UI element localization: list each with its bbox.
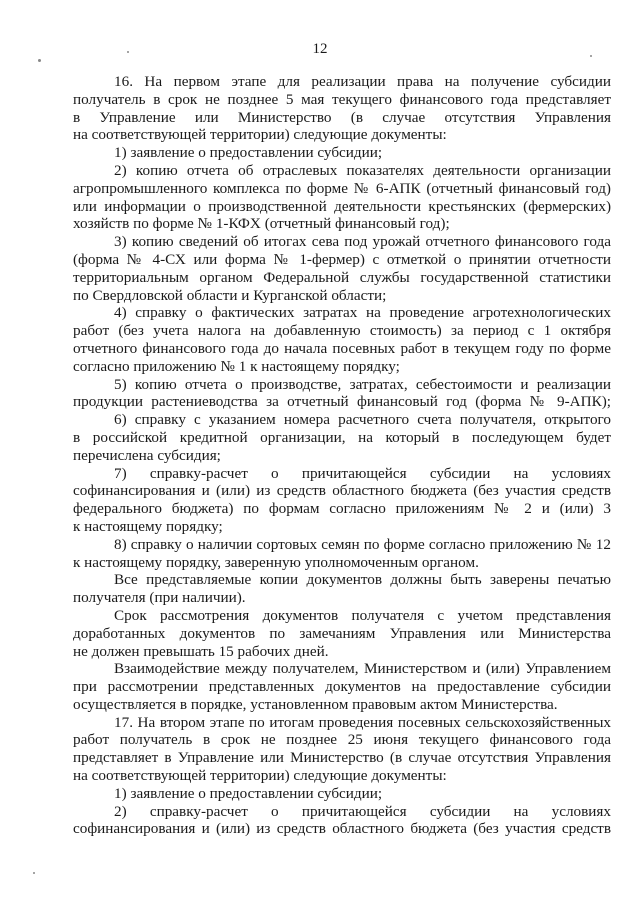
scan-speck bbox=[590, 55, 592, 57]
text-line: по Свердловской области и Курганской области; bbox=[73, 286, 387, 304]
text-line: федерального бюджета) по формам согласно приложениям № 2 и (или) 3 bbox=[73, 500, 611, 518]
text-line: при рассмотрении представленных документов на предоставление субсидии bbox=[73, 678, 611, 696]
text-line: получателя (при наличии). bbox=[73, 589, 246, 607]
text-line: к настоящему порядку; bbox=[73, 517, 223, 535]
text-line: софинансирования и (или) из средств областного бюджета (без участия средств bbox=[73, 820, 611, 838]
text-line: продукции растениеводства за отчетный финансовый год (форма № 9-АПК); bbox=[73, 393, 611, 411]
text-line: Срок рассмотрения документов получателя с учетом представления bbox=[114, 606, 611, 624]
text-line: отчетного финансового года до начала посевных работ в текущем году по форме bbox=[73, 339, 611, 357]
page-number: 12 bbox=[312, 41, 328, 57]
text-line: софинансирования и (или) из средств областного бюджета (без участия средств bbox=[73, 482, 611, 500]
text-line: согласно приложению № 1 к настоящему порядку; bbox=[73, 357, 400, 375]
text-line: хозяйств по форме № 1-КФХ (отчетный финансовый год); bbox=[73, 215, 450, 233]
text-line: 8) справку о наличии сортовых семян по форме согласно приложению № 12 bbox=[114, 535, 611, 553]
scan-speck bbox=[33, 872, 35, 874]
text-line: или информации о производственной деятельности крестьянских (фермерских) bbox=[73, 197, 611, 215]
text-line: 4) справку о фактических затратах на проведение агротехнологических bbox=[114, 304, 611, 322]
text-line: 1) заявление о предоставлении субсидии; bbox=[114, 784, 383, 802]
text-line: на соответствующей территории) следующие документы: bbox=[73, 126, 447, 144]
text-line: доработанных документов по замечаниям Управления или Министерства bbox=[73, 624, 611, 642]
text-line: перечислена субсидия; bbox=[73, 446, 221, 464]
scan-speck bbox=[38, 59, 41, 62]
text-line: 3) копию сведений об итогах сева под урожай отчетного финансового года bbox=[114, 233, 611, 251]
text-line: (форма № 4-СХ или форма № 1-фермер) с отметкой о принятии отчетности bbox=[73, 250, 611, 268]
text-line: не должен превышать 15 рабочих дней. bbox=[73, 642, 329, 660]
text-line: 6) справку с указанием номера расчетного счета получателя, открытого bbox=[114, 411, 611, 429]
text-line: в российской кредитной организации, на который в последующем будет bbox=[73, 428, 611, 446]
text-line: на соответствующей территории) следующие документы: bbox=[73, 767, 447, 785]
text-line: агропромышленного комплекса по форме № 6-АПК (отчетный финансовый год) bbox=[73, 179, 611, 197]
text-line: 5) копию отчета о производстве, затратах, себестоимости и реализации bbox=[114, 375, 611, 393]
text-line: 2) копию отчета об отраслевых показателях деятельности организации bbox=[114, 161, 611, 179]
text-line: 17. На втором этапе по итогам проведения посевных сельскохозяйственных bbox=[114, 713, 611, 731]
text-line: 7) справку-расчет о причитающейся субсидии на условиях bbox=[114, 464, 611, 482]
text-line: территориальным органом Федеральной службы государственной статистики bbox=[73, 268, 611, 286]
text-line: получатель в срок не позднее 5 мая текущего финансового года представляет bbox=[73, 90, 611, 108]
text-line: работ получатель в срок не позднее 25 июня текущего финансового года bbox=[73, 731, 611, 749]
text-line: 2) справку-расчет о причитающейся субсидии на условиях bbox=[114, 802, 611, 820]
text-line: Взаимодействие между получателем, Министерством и (или) Управлением bbox=[114, 660, 611, 678]
text-line: Все представляемые копии документов должны быть заверены печатью bbox=[114, 571, 611, 589]
document-body bbox=[73, 73, 611, 838]
text-line: представляет в Управление или Министерство (в случае отсутствия Управления bbox=[73, 749, 611, 767]
text-line: 1) заявление о предоставлении субсидии; bbox=[114, 144, 383, 162]
text-line: к настоящему порядку, заверенную уполномоченным органом. bbox=[73, 553, 479, 571]
text-line: в Управление или Министерство (в случае отсутствия Управления bbox=[73, 108, 611, 126]
text-line: осуществляется в порядке, установленном правовым актом Министерства. bbox=[73, 695, 558, 713]
text-line: 16. На первом этапе для реализации права на получение субсидии bbox=[114, 73, 611, 90]
scan-speck bbox=[127, 51, 129, 53]
text-line: работ (без учета налога на добавленную стоимость) за период с 1 октября bbox=[73, 322, 611, 340]
